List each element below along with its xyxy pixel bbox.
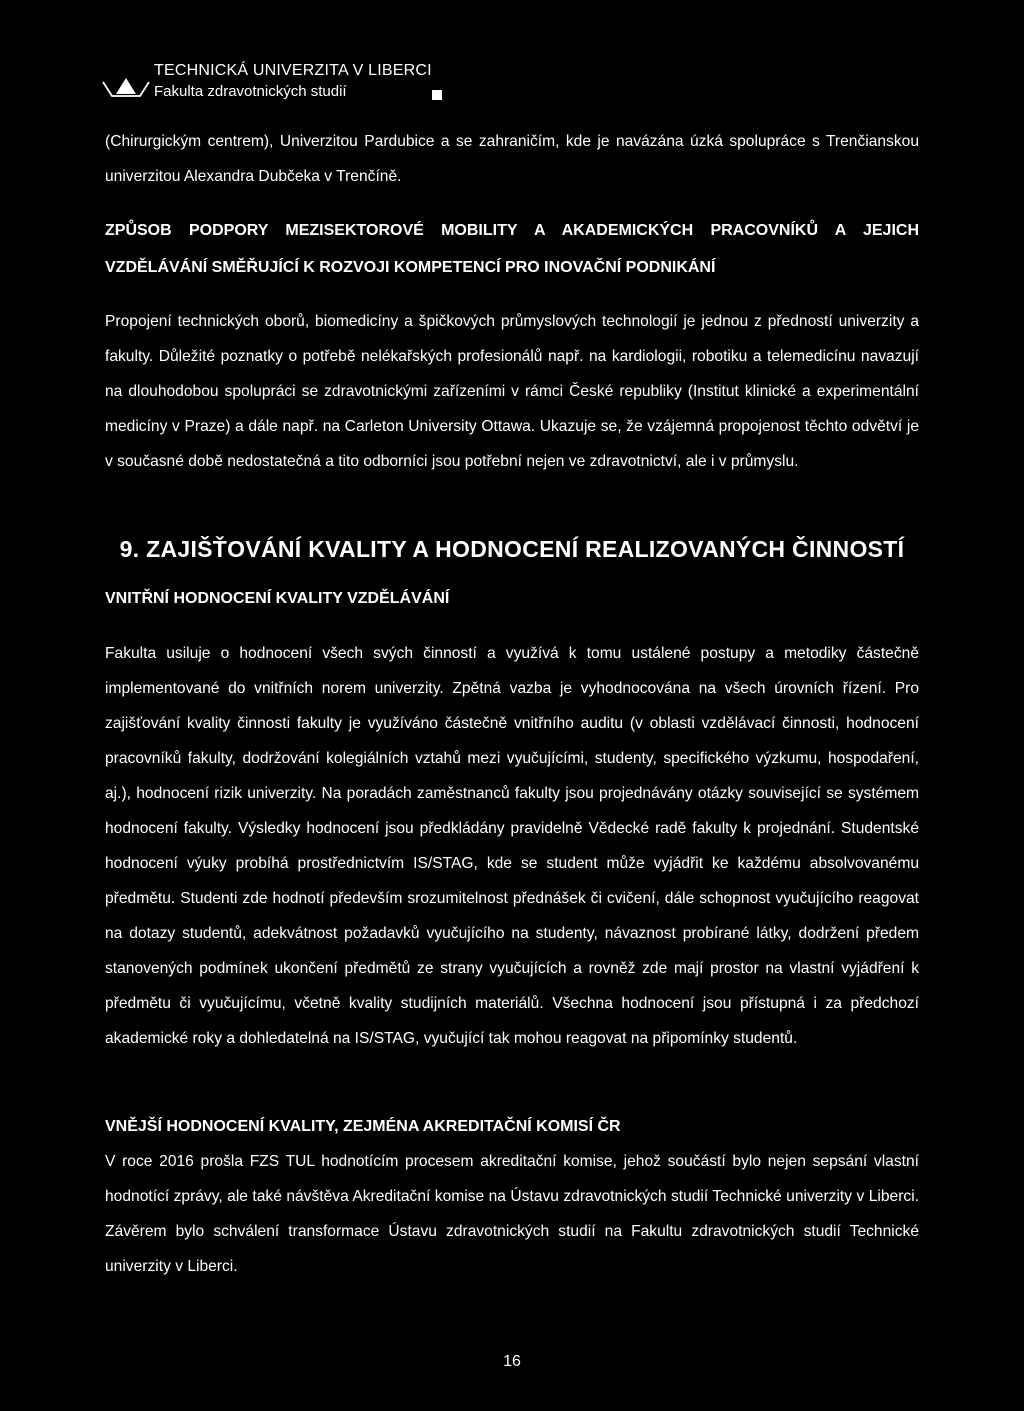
- internal-heading-block: [105, 580, 919, 617]
- external-heading-block: [105, 1108, 919, 1145]
- external-block: [105, 1144, 919, 1284]
- page-number: 16: [503, 1353, 521, 1370]
- faculty-name: Fakulta zdravotnických studií: [154, 83, 347, 100]
- mobility-block: [105, 304, 919, 479]
- chapter-title: 9. ZAJIŠŤOVÁNÍ KVALITY A HODNOCENÍ REALIZOVANÝCH ČINNOSTÍ: [119, 536, 905, 562]
- mobility-paragraph: Propojení technických oborů, biomedicíny a špičkových průmyslových technologií je jednou z předností univerzity a fakulty. Důležité poznatky o potřebě nelékařských profesionálů např. na kardiologii, robotiku a telemedicínu navazují na dlouhodobou spolupráci se zdravotnickými zařízeními v rámci České republiky (Institut klinické a experimentální medicíny v Praze) a dále např. na Carleton University Ottawa. Ukazuje se, že vzájemná propojenost těchto odvětví je v současné době nedostatečná a tito odborníci jsou potřební nejen ve zdravotnictví, ale i v průmyslu.: [105, 313, 919, 470]
- university-logo-icon: [102, 76, 150, 100]
- header-square-mark: [432, 90, 442, 100]
- internal-block: [105, 636, 919, 1056]
- mobility-heading: ZPŮSOB PODPORY MEZISEKTOROVÉ MOBILITY A AKADEMICKÝCH PRACOVNÍKŮ A JEJICH VZDĚLÁVÁNÍ SMĚŘUJÍCÍ K ROZVOJI KOMPETENCÍ PRO INOVAČNÍ PODNIKÁNÍ: [105, 222, 919, 276]
- page-header: [102, 62, 562, 106]
- university-name: TECHNICKÁ UNIVERZITA V LIBERCI: [154, 62, 432, 79]
- external-quality-paragraph: V roce 2016 prošla FZS TUL hodnotícím procesem akreditační komise, jehož součástí bylo nejen sepsání vlastní hodnotící zprávy, ale také návštěva Akreditační komise na Ústavu zdravotnických studií Technické univerzity v Liberci. Závěrem bylo schválení transformace Ústavu zdravotnických studií na Fakultu zdravotnických studií Technické univerzity v Liberci.: [105, 1153, 919, 1275]
- intro-block: [105, 124, 919, 194]
- internal-quality-heading: VNITŘNÍ HODNOCENÍ KVALITY VZDĚLÁVÁNÍ: [105, 590, 450, 607]
- intro-paragraph: (Chirurgickým centrem), Univerzitou Pardubice a se zahraničím, kde je navázána úzká spolupráce s Trenčianskou univerzitou Alexandra Dubčeka v Trenčíně.: [105, 133, 919, 185]
- internal-quality-paragraph: Fakulta usiluje o hodnocení všech svých činností a využívá k tomu ustálené postupy a metodiky částečně implementované do vnitřních norem univerzity. Zpětná vazba je vyhodnocována na všech úrovních řízení. Pro zajišťování kvality činnosti fakulty je využíváno částečně vnitřního auditu (v oblasti vzdělávací činnosti, hodnocení pracovníků fakulty, dodržování kolegiálních vztahů mezi vyučujícími, studenty, specifického výzkumu, hospodaření, aj.), hodnocení rizik univerzity. Na poradách zaměstnanců fakulty jsou projednávány otázky související se systémem hodnocení fakulty. Výsledky hodnocení jsou předkládány pravidelně Vědecké radě fakulty k projednání. Studentské hodnocení výuky probíhá prostřednictvím IS/STAG, kde se student může vyjádřit ke každému absolvovanému předmětu. Studenti zde hodnotí především srozumitelnost přednášek či cvičení, dále schopnost vyučujícího reagovat na dotazy studentů, adekvátnost požadavků vyučujícího na studenty, návaznost probírané látky, dodržení předem stanovených podmínek ukončení předmětů ze strany vyučujících a rovněž zde mají prostor na vlastní vyjádření k předmětu či vyučujícímu, včetně kvality studijních materiálů. Všechna hodnocení jsou přístupná i za předchozí akademické roky a dohledatelná na IS/STAG, vyučující tak mohou reagovat na připomínky studentů.: [105, 645, 919, 1047]
- external-quality-heading: VNĚJŠÍ HODNOCENÍ KVALITY, ZEJMÉNA AKREDITAČNÍ KOMISÍ ČR: [105, 1118, 621, 1135]
- mobility-heading-block: [105, 212, 919, 286]
